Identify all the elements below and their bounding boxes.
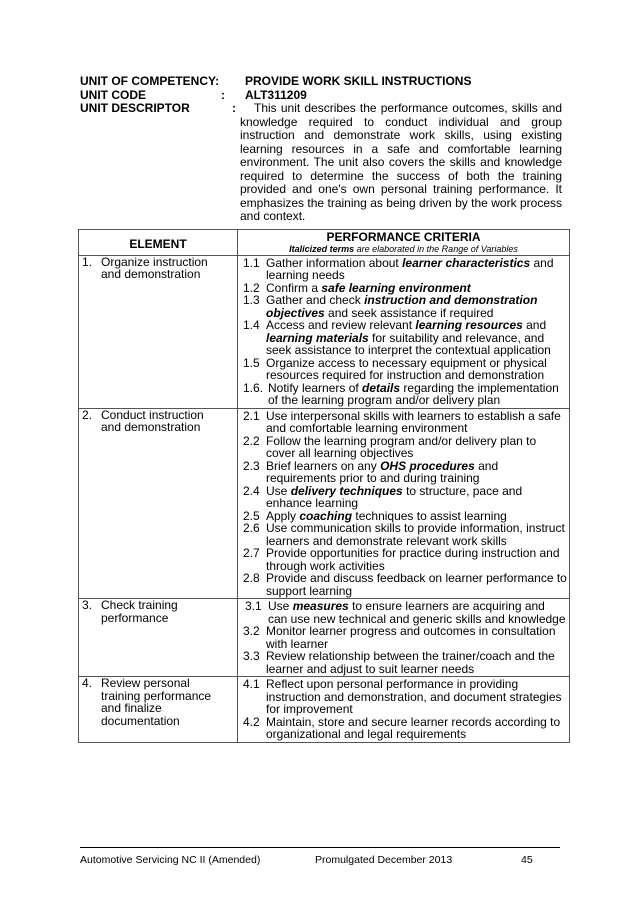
criteria-item bbox=[243, 522, 567, 547]
criteria-header-note bbox=[241, 244, 566, 255]
criteria-cell bbox=[238, 677, 570, 743]
unit-of-competency-value: PROVIDE WORK SKILL INSTRUCTIONS bbox=[245, 74, 472, 88]
criteria-text: and bbox=[522, 318, 547, 332]
element-cell bbox=[79, 599, 238, 677]
table-row bbox=[79, 677, 570, 743]
criteria-text: Monitor learner progress and outcomes in consultation with learner bbox=[266, 624, 556, 651]
element-line: and demonstration bbox=[101, 267, 201, 281]
criteria-number: 1.1 bbox=[243, 255, 260, 270]
criteria-term: learning materials bbox=[266, 330, 369, 345]
criteria-item bbox=[243, 294, 567, 319]
criteria-term: details bbox=[362, 380, 401, 395]
element-line: Organize instruction bbox=[101, 254, 208, 269]
criteria-term: measures bbox=[292, 599, 349, 613]
criteria-item bbox=[243, 382, 567, 407]
criteria-number: 2.1 bbox=[243, 408, 260, 423]
criteria-item bbox=[243, 650, 567, 675]
table-row bbox=[79, 255, 570, 408]
criteria-text: and seek assistance if required bbox=[324, 305, 494, 320]
table-row bbox=[79, 408, 570, 599]
criteria-text: to ensure learners are acquiring and can use new technical and generic skills and knowledge bbox=[268, 599, 566, 626]
element-title bbox=[82, 676, 190, 690]
criteria-text: Review relationship between the trainer/coach and the learner and adjust to suit learner needs bbox=[266, 649, 555, 676]
italic-term bbox=[402, 256, 530, 270]
unit-code-value: ALT311209 bbox=[245, 87, 307, 102]
criteria-note-italic-terms: Italicized terms bbox=[289, 243, 355, 254]
criteria-item bbox=[243, 547, 567, 572]
criteria-term: learning resources bbox=[415, 318, 523, 332]
unit-descriptor bbox=[232, 101, 562, 224]
criteria-text: Follow the learning program and/or delivery plan to cover all learning objectives bbox=[266, 433, 537, 460]
criteria-number: 1.5 bbox=[243, 355, 260, 370]
criteria-number: 2.4 bbox=[243, 483, 260, 498]
criteria-term: safe learning environment bbox=[321, 280, 471, 295]
criteria-number: 2.7 bbox=[243, 546, 260, 560]
criteria-text: Access and review relevant bbox=[266, 318, 416, 332]
criteria-number: 2.3 bbox=[243, 458, 260, 473]
criteria-text: Use interpersonal skills with learners to establish a safe and comfortable learning environment bbox=[266, 408, 561, 435]
criteria-text: techniques to assist learning bbox=[352, 508, 507, 523]
criteria-item bbox=[243, 410, 567, 435]
table-header-row bbox=[79, 230, 570, 256]
element-line: documentation bbox=[101, 713, 180, 728]
criteria-text: regarding the implementation of the learning program and/or delivery plan bbox=[268, 380, 559, 407]
element-line: Check training bbox=[101, 598, 178, 612]
criteria-text: and learning needs bbox=[266, 255, 554, 282]
criteria-number: 2.6 bbox=[243, 521, 260, 535]
criteria-number: 1.4 bbox=[243, 318, 260, 332]
criteria-text: Use bbox=[266, 483, 291, 498]
unit-descriptor-label: UNIT DESCRIPTOR bbox=[80, 101, 190, 115]
criteria-text: to structure, pace and enhance learning bbox=[266, 483, 523, 510]
criteria-item bbox=[243, 678, 567, 716]
criteria-number: 1.2 bbox=[243, 280, 260, 295]
criteria-number: 4.2 bbox=[243, 714, 260, 729]
criteria-term: coaching bbox=[299, 508, 353, 523]
criteria-cell bbox=[238, 408, 570, 599]
criteria-term: delivery techniques bbox=[290, 483, 403, 498]
footer-page-number: 45 bbox=[521, 854, 533, 866]
criteria-item bbox=[243, 357, 567, 382]
criteria-column-header bbox=[238, 230, 570, 256]
criteria-text: Brief learners on any bbox=[266, 458, 381, 473]
element-line: training performance bbox=[101, 688, 212, 703]
criteria-item bbox=[243, 485, 567, 510]
criteria-text: Provide and discuss feedback on learner performance to support learning bbox=[266, 571, 567, 598]
criteria-text: and requirements prior to and during training bbox=[266, 458, 499, 485]
criteria-item bbox=[243, 572, 567, 597]
unit-of-competency-label: UNIT OF COMPETENCY: bbox=[80, 74, 220, 88]
element-line: performance bbox=[101, 610, 169, 625]
criteria-item bbox=[243, 319, 567, 357]
element-cell bbox=[79, 408, 238, 599]
element-number: 3. bbox=[82, 598, 93, 612]
element-number: 1. bbox=[82, 254, 93, 269]
criteria-text: Gather information about bbox=[266, 255, 403, 270]
element-cell bbox=[79, 255, 238, 408]
criteria-cell bbox=[238, 599, 570, 677]
criteria-number: 3.2 bbox=[243, 624, 260, 638]
criteria-item bbox=[243, 460, 567, 485]
footer-title: Automotive Servicing NC II (Amended) bbox=[80, 854, 261, 866]
element-number: 4. bbox=[82, 676, 93, 690]
criteria-number: 1.6. bbox=[243, 380, 264, 395]
criteria-text: Reflect upon personal performance in providing instruction and demonstration, and document strategies for improvement bbox=[266, 677, 562, 716]
criteria-text: Gather and check bbox=[266, 293, 365, 307]
criteria-text: Apply bbox=[266, 508, 300, 523]
criteria-item bbox=[243, 716, 567, 741]
criteria-number: 4.1 bbox=[243, 677, 260, 691]
criteria-item bbox=[243, 625, 567, 650]
criteria-number: 2.2 bbox=[243, 433, 260, 448]
element-line: and finalize bbox=[101, 701, 162, 715]
criteria-text: Use communication skills to provide information, instruct learners and demonstrate relevant work skills bbox=[266, 521, 565, 548]
footer-promulgated: Promulgated December 2013 bbox=[315, 854, 453, 866]
criteria-number: 3.3 bbox=[243, 649, 260, 663]
criteria-text: Confirm a bbox=[266, 280, 322, 295]
criteria-cell bbox=[238, 255, 570, 408]
criteria-number: 2.8 bbox=[243, 571, 260, 585]
criteria-header-title: PERFORMANCE CRITERIA bbox=[326, 230, 481, 244]
criteria-item bbox=[243, 257, 567, 282]
element-column-header: ELEMENT bbox=[79, 230, 238, 256]
unit-descriptor-sep: : bbox=[232, 101, 236, 115]
competency-table bbox=[78, 229, 570, 743]
criteria-term: learner characteristics bbox=[402, 255, 531, 270]
criteria-text: for suitability and relevance, and seek assistance to interpret the contextual application bbox=[266, 330, 551, 357]
unit-code-label: UNIT CODE bbox=[80, 87, 146, 102]
criteria-text: Provide opportunities for practice during instruction and through work activities bbox=[266, 546, 560, 573]
criteria-text: Organize access to necessary equipment or physical resources required for instruction and demonstration bbox=[266, 355, 547, 382]
criteria-text: Notify learners of bbox=[268, 380, 363, 395]
criteria-text: Use bbox=[268, 599, 293, 613]
element-number: 2. bbox=[82, 407, 93, 422]
element-title bbox=[82, 598, 178, 612]
element-cell bbox=[79, 677, 238, 743]
criteria-term: OHS procedures bbox=[380, 458, 475, 473]
criteria-term: instruction and demonstration objectives bbox=[266, 293, 538, 320]
criteria-item bbox=[243, 600, 567, 625]
page-footer bbox=[80, 847, 560, 866]
criteria-text: Maintain, store and secure learner records according to organizational and legal requirements bbox=[266, 714, 561, 741]
table-body bbox=[79, 255, 570, 742]
unit-code-sep: : bbox=[221, 87, 225, 102]
element-line: Review personal bbox=[101, 676, 190, 690]
element-line: and demonstration bbox=[101, 420, 201, 434]
element-line: Conduct instruction bbox=[101, 407, 204, 422]
criteria-item bbox=[243, 435, 567, 460]
criteria-number: 2.5 bbox=[243, 508, 260, 523]
table-row bbox=[79, 599, 570, 677]
criteria-note-rest: are elaborated in the Range of Variables bbox=[354, 243, 518, 254]
criteria-number: 1.3 bbox=[243, 293, 260, 307]
criteria-number: 3.1 bbox=[245, 599, 262, 613]
unit-descriptor-text: This unit describes the performance outcomes, skills and knowledge required to conduct individual and group instruction and demonstrate work skills, using existing learning resources in a safe and comfortable learning environment. The unit also covers the skills and knowledge required to determine the success of both the training provided and one's own personal training performance. It emphasizes the training as being driven by the work process and context. bbox=[240, 101, 562, 223]
